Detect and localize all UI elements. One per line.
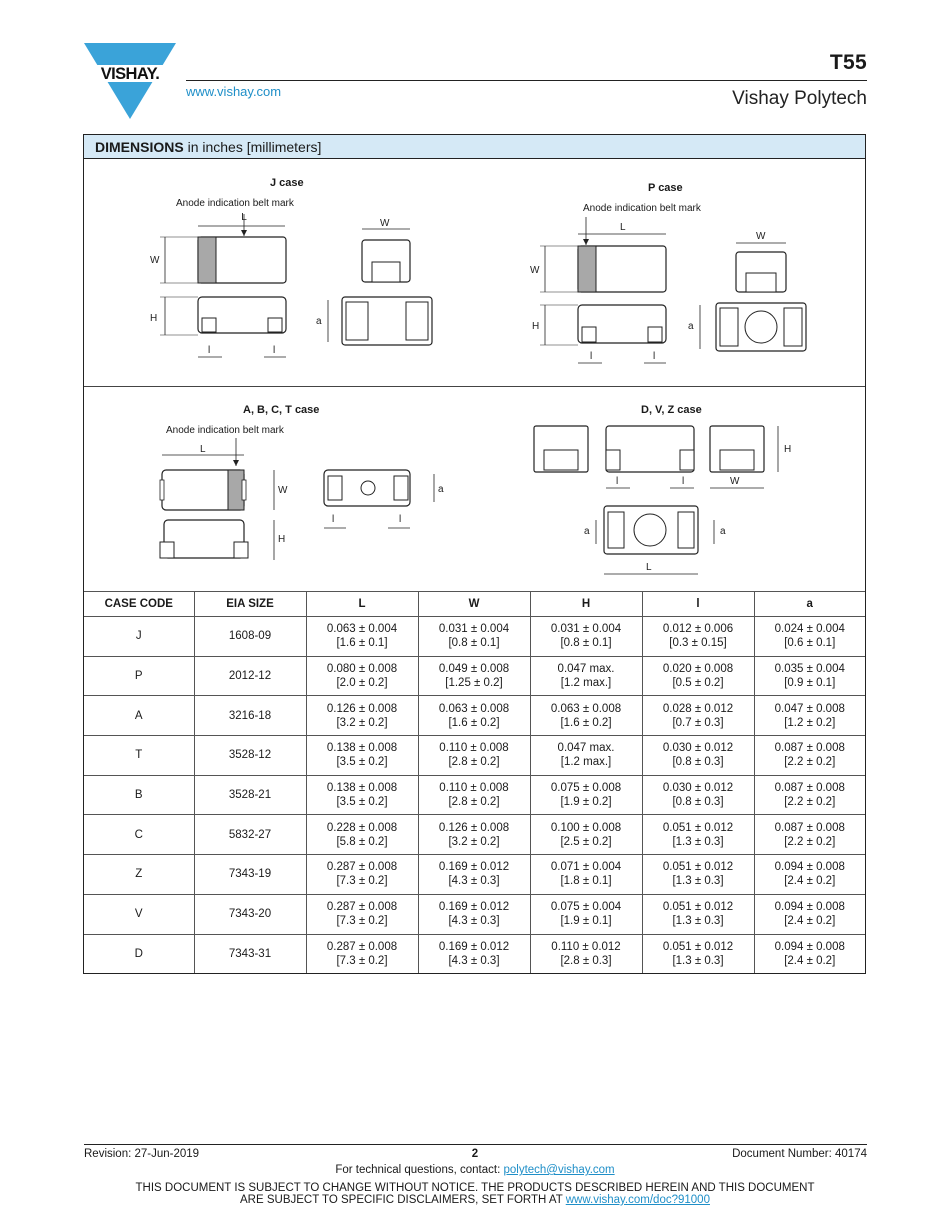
mm-value: [3.5 ± 0.2] — [336, 756, 388, 769]
footer-rule — [84, 1144, 867, 1145]
inch-value: 0.169 ± 0.012 — [438, 861, 510, 874]
dimensions-units: in inches [millimeters] — [183, 139, 322, 155]
p-case-title: P case — [648, 182, 683, 194]
inch-value: 0.031 ± 0.004 — [550, 623, 622, 636]
svg-text:W: W — [530, 265, 540, 276]
table-row — [84, 855, 865, 895]
case-code-cell: J — [84, 617, 194, 657]
dim-H-cell — [530, 696, 642, 736]
inch-value: 0.169 ± 0.012 — [438, 901, 510, 914]
inch-value: 0.047 max. — [557, 742, 615, 755]
eia-size-cell: 3528-21 — [194, 775, 306, 815]
svg-text:l: l — [332, 514, 335, 525]
svg-text:l: l — [653, 351, 656, 362]
mm-value: [0.5 ± 0.2] — [672, 677, 724, 690]
mm-value: [3.2 ± 0.2] — [336, 716, 388, 729]
dim-W-cell — [418, 775, 530, 815]
inch-value: 0.094 ± 0.008 — [774, 901, 845, 914]
table-row — [84, 934, 865, 973]
dim-L-cell — [306, 617, 418, 657]
svg-text:W: W — [278, 485, 288, 496]
mm-value: [0.8 ± 0.1] — [448, 637, 500, 650]
dim-L-cell — [306, 775, 418, 815]
eia-size-cell: 7343-19 — [194, 855, 306, 895]
inch-value: 0.287 ± 0.008 — [326, 901, 398, 914]
inch-value: 0.031 ± 0.004 — [438, 623, 510, 636]
inch-value: 0.138 ± 0.008 — [326, 782, 398, 795]
eia-size-cell: 7343-20 — [194, 894, 306, 934]
inch-value: 0.075 ± 0.008 — [550, 782, 622, 795]
svg-text:a: a — [584, 526, 590, 537]
mm-value: [1.6 ± 0.2] — [448, 716, 500, 729]
disclaimer — [0, 1182, 950, 1206]
mm-value: [7.3 ± 0.2] — [336, 915, 388, 928]
dim-L-cell — [306, 855, 418, 895]
inch-value: 0.024 ± 0.004 — [774, 623, 845, 636]
dim-W-cell — [418, 617, 530, 657]
inch-value: 0.063 ± 0.008 — [550, 702, 622, 715]
j-case-drawing — [140, 200, 440, 370]
dim-l-cell — [642, 656, 754, 696]
dim-l-cell — [642, 815, 754, 855]
inch-value: 0.126 ± 0.008 — [438, 821, 510, 834]
inch-value: 0.047 max. — [557, 663, 615, 676]
inch-value: 0.110 ± 0.012 — [551, 940, 621, 953]
dim-W-cell — [418, 656, 530, 696]
abct-anode-label: Anode indication belt mark — [166, 425, 284, 436]
mm-value: [1.25 ± 0.2] — [445, 677, 503, 690]
revision-date: Revision: 27-Jun-2019 — [84, 1148, 200, 1160]
mm-value: [3.2 ± 0.2] — [448, 835, 500, 848]
header-L: L — [306, 592, 418, 617]
inch-value: 0.228 ± 0.008 — [326, 821, 398, 834]
svg-text:l: l — [682, 476, 685, 487]
header-eia-size: EIA SIZE — [194, 592, 306, 617]
mm-value: [0.9 ± 0.1] — [784, 677, 836, 690]
case-code-cell: Z — [84, 855, 194, 895]
inch-value: 0.063 ± 0.008 — [438, 702, 510, 715]
dim-L-cell — [306, 656, 418, 696]
case-code-cell: V — [84, 894, 194, 934]
dim-H-cell — [530, 855, 642, 895]
inch-value: 0.030 ± 0.012 — [662, 782, 734, 795]
svg-text:H: H — [532, 321, 540, 332]
case-code-cell: B — [84, 775, 194, 815]
mm-value: [1.3 ± 0.3] — [672, 915, 724, 928]
mm-value: [2.4 ± 0.2] — [784, 954, 836, 967]
mm-value: [2.4 ± 0.2] — [784, 915, 836, 928]
inch-value: 0.126 ± 0.008 — [326, 702, 398, 715]
mm-value: [1.9 ± 0.2] — [560, 796, 612, 809]
dim-l-cell — [642, 934, 754, 973]
svg-text:l: l — [616, 476, 619, 487]
svg-text:W: W — [150, 255, 160, 266]
dim-W-cell — [418, 815, 530, 855]
inch-value: 0.049 ± 0.008 — [438, 663, 510, 676]
disclaimer-link[interactable]: www.vishay.com/doc?91000 — [565, 1194, 710, 1206]
dim-W-cell — [418, 736, 530, 776]
mm-value: [1.3 ± 0.3] — [672, 835, 724, 848]
inch-value: 0.063 ± 0.004 — [326, 623, 398, 636]
mm-value: [7.3 ± 0.2] — [336, 875, 388, 888]
dimensions-title: DIMENSIONS — [95, 139, 184, 155]
dim-a-cell — [754, 617, 865, 657]
mm-value: [1.2 max.] — [560, 756, 612, 769]
dim-L-cell — [306, 815, 418, 855]
inch-value: 0.051 ± 0.012 — [662, 861, 734, 874]
mm-value: [4.3 ± 0.3] — [448, 915, 500, 928]
eia-size-cell: 3216-18 — [194, 696, 306, 736]
mm-value: [2.4 ± 0.2] — [784, 875, 836, 888]
dim-a-cell — [754, 934, 865, 973]
dvz-case-drawing — [520, 422, 820, 582]
mm-value: [1.8 ± 0.1] — [560, 875, 612, 888]
table-row — [84, 894, 865, 934]
mm-value: [1.3 ± 0.3] — [672, 875, 724, 888]
inch-value: 0.051 ± 0.012 — [662, 940, 734, 953]
inch-value: 0.071 ± 0.004 — [550, 861, 622, 874]
company-name: Vishay Polytech — [732, 88, 867, 109]
eia-size-cell: 1608-09 — [194, 617, 306, 657]
mm-value: [4.3 ± 0.3] — [448, 875, 500, 888]
dim-H-cell — [530, 934, 642, 973]
inch-value: 0.094 ± 0.008 — [774, 940, 845, 953]
abct-case-drawing — [150, 430, 460, 570]
mm-value: [1.2 ± 0.2] — [784, 716, 836, 729]
inch-value: 0.110 ± 0.008 — [439, 742, 509, 755]
eia-size-cell: 5832-27 — [194, 815, 306, 855]
eia-size-cell: 7343-31 — [194, 934, 306, 973]
svg-text:L: L — [241, 212, 247, 223]
mm-value: [1.9 ± 0.1] — [560, 915, 612, 928]
table-row — [84, 815, 865, 855]
mm-value: [5.8 ± 0.2] — [336, 835, 388, 848]
inch-value: 0.051 ± 0.012 — [662, 901, 734, 914]
mm-value: [2.8 ± 0.2] — [448, 756, 500, 769]
inch-value: 0.287 ± 0.008 — [326, 940, 398, 953]
dim-L-cell — [306, 736, 418, 776]
inch-value: 0.087 ± 0.008 — [774, 742, 845, 755]
mm-value: [2.2 ± 0.2] — [784, 796, 836, 809]
dim-l-cell — [642, 617, 754, 657]
inch-value: 0.028 ± 0.012 — [662, 702, 734, 715]
table-row — [84, 696, 865, 736]
header-l: l — [642, 592, 754, 617]
inch-value: 0.138 ± 0.008 — [326, 742, 398, 755]
mm-value: [1.3 ± 0.3] — [672, 954, 724, 967]
disclaimer-line-2: ARE SUBJECT TO SPECIFIC DISCLAIMERS, SET FORTH AT — [240, 1194, 566, 1206]
svg-text:H: H — [150, 313, 158, 324]
mm-value: [2.0 ± 0.2] — [336, 677, 388, 690]
logo-text: VISHAY. — [100, 65, 160, 83]
header-W: W — [418, 592, 530, 617]
dim-a-cell — [754, 775, 865, 815]
abct-case-title: A, B, C, T case — [243, 404, 320, 416]
svg-text:L: L — [200, 444, 206, 455]
dim-H-cell — [530, 894, 642, 934]
dim-W-cell — [418, 894, 530, 934]
inch-value: 0.100 ± 0.008 — [550, 821, 622, 834]
inch-value: 0.110 ± 0.008 — [439, 782, 509, 795]
inch-value: 0.047 ± 0.008 — [774, 702, 845, 715]
mm-value: [3.5 ± 0.2] — [336, 796, 388, 809]
drawing-divider — [84, 386, 865, 387]
dvz-case-title: D, V, Z case — [641, 404, 702, 416]
svg-text:l: l — [399, 514, 402, 525]
svg-text:l: l — [273, 345, 276, 356]
inch-value: 0.087 ± 0.008 — [774, 821, 845, 834]
mm-value: [0.8 ± 0.3] — [672, 756, 724, 769]
mm-value: [2.8 ± 0.2] — [448, 796, 500, 809]
inch-value: 0.169 ± 0.012 — [438, 940, 510, 953]
svg-text:l: l — [590, 351, 593, 362]
contact-line — [0, 1164, 950, 1176]
header-rule — [186, 80, 867, 81]
mm-value: [0.8 ± 0.1] — [560, 637, 612, 650]
inch-value: 0.080 ± 0.008 — [326, 663, 398, 676]
svg-text:a: a — [720, 526, 726, 537]
svg-text:a: a — [688, 321, 694, 332]
table-header-row — [84, 592, 865, 617]
table-row — [84, 617, 865, 657]
contact-email-link[interactable]: polytech@vishay.com — [503, 1164, 615, 1176]
inch-value: 0.087 ± 0.008 — [774, 782, 845, 795]
eia-size-cell: 3528-12 — [194, 736, 306, 776]
table-row — [84, 656, 865, 696]
inch-value: 0.035 ± 0.004 — [774, 663, 845, 676]
header-a: a — [754, 592, 865, 617]
inch-value: 0.012 ± 0.006 — [662, 623, 734, 636]
mm-value: [0.7 ± 0.3] — [672, 716, 724, 729]
header-case-code: CASE CODE — [84, 592, 194, 617]
p-case-drawing — [520, 205, 820, 375]
mm-value: [2.5 ± 0.2] — [560, 835, 612, 848]
mm-value: [2.2 ± 0.2] — [784, 756, 836, 769]
svg-text:W: W — [730, 476, 740, 487]
dim-H-cell — [530, 656, 642, 696]
dim-a-cell — [754, 855, 865, 895]
dim-W-cell — [418, 934, 530, 973]
document-number: Document Number: 40174 — [732, 1148, 867, 1160]
j-anode-label: Anode indication belt mark — [176, 198, 294, 209]
dim-a-cell — [754, 696, 865, 736]
svg-text:a: a — [316, 316, 322, 327]
mm-value: [4.3 ± 0.3] — [448, 954, 500, 967]
svg-text:a: a — [438, 484, 444, 495]
document-id: T55 — [829, 51, 867, 74]
dim-H-cell — [530, 736, 642, 776]
header-H: H — [530, 592, 642, 617]
mm-value: [1.6 ± 0.2] — [560, 716, 612, 729]
dim-a-cell — [754, 656, 865, 696]
website-link[interactable]: www.vishay.com — [186, 84, 282, 99]
dim-l-cell — [642, 696, 754, 736]
mm-value: [0.6 ± 0.1] — [784, 637, 836, 650]
dim-l-cell — [642, 894, 754, 934]
mm-value: [7.3 ± 0.2] — [336, 954, 388, 967]
inch-value: 0.075 ± 0.004 — [550, 901, 622, 914]
dimensions-header — [84, 135, 865, 159]
dim-l-cell — [642, 855, 754, 895]
table-row — [84, 775, 865, 815]
dim-L-cell — [306, 934, 418, 973]
dim-H-cell — [530, 815, 642, 855]
j-case-title: J case — [270, 177, 304, 189]
dim-W-cell — [418, 855, 530, 895]
mm-value: [0.8 ± 0.3] — [672, 796, 724, 809]
dim-L-cell — [306, 696, 418, 736]
dim-a-cell — [754, 736, 865, 776]
inch-value: 0.020 ± 0.008 — [662, 663, 734, 676]
mm-value: [1.2 max.] — [560, 677, 612, 690]
svg-text:H: H — [784, 444, 792, 455]
vishay-logo — [84, 43, 176, 119]
case-code-cell: C — [84, 815, 194, 855]
p-anode-label: Anode indication belt mark — [583, 203, 701, 214]
dim-H-cell — [530, 617, 642, 657]
table-row — [84, 736, 865, 776]
dimensions-table — [84, 591, 865, 973]
svg-text:L: L — [646, 562, 652, 573]
case-code-cell: T — [84, 736, 194, 776]
eia-size-cell: 2012-12 — [194, 656, 306, 696]
inch-value: 0.287 ± 0.008 — [326, 861, 398, 874]
svg-text:L: L — [620, 222, 626, 233]
dim-a-cell — [754, 894, 865, 934]
mm-value: [1.6 ± 0.1] — [336, 637, 388, 650]
page-number: 2 — [471, 1148, 479, 1160]
mm-value: [2.8 ± 0.3] — [560, 954, 612, 967]
inch-value: 0.094 ± 0.008 — [774, 861, 845, 874]
dim-l-cell — [642, 736, 754, 776]
dim-l-cell — [642, 775, 754, 815]
case-code-cell: A — [84, 696, 194, 736]
case-code-cell: P — [84, 656, 194, 696]
dim-a-cell — [754, 815, 865, 855]
disclaimer-line-1: THIS DOCUMENT IS SUBJECT TO CHANGE WITHOUT NOTICE. THE PRODUCTS DESCRIBED HEREIN AND THIS DOCUMENT — [135, 1182, 815, 1194]
svg-text:l: l — [208, 345, 211, 356]
case-code-cell: D — [84, 934, 194, 973]
mm-value: [0.3 ± 0.15] — [669, 637, 727, 650]
mm-value: [2.2 ± 0.2] — [784, 835, 836, 848]
svg-text:W: W — [380, 218, 390, 229]
inch-value: 0.051 ± 0.012 — [662, 821, 734, 834]
svg-text:H: H — [278, 534, 286, 545]
dim-W-cell — [418, 696, 530, 736]
contact-prefix: For technical questions, contact: — [335, 1164, 504, 1176]
svg-text:W: W — [756, 231, 766, 242]
dim-H-cell — [530, 775, 642, 815]
inch-value: 0.030 ± 0.012 — [662, 742, 734, 755]
dim-L-cell — [306, 894, 418, 934]
